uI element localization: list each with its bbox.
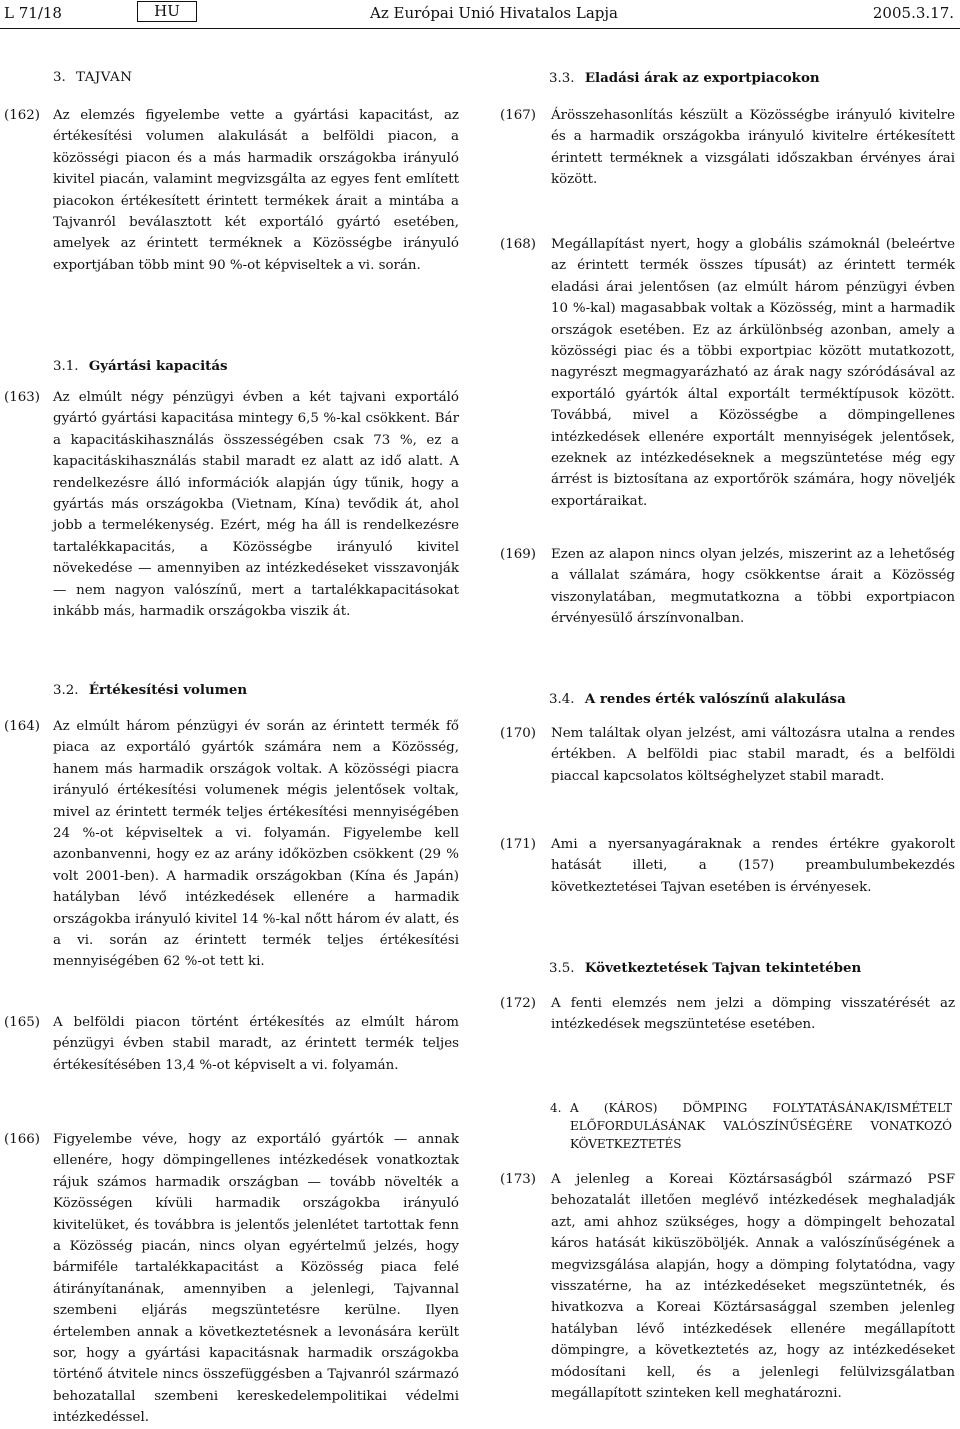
paragraph-167 — [500, 105, 955, 195]
paragraph-166 — [4, 1129, 459, 1426]
paragraph-172 — [500, 993, 955, 1043]
section-title: A rendes érték valószínű alakulása — [584, 691, 846, 707]
paragraph-number: (166) — [4, 1132, 41, 1147]
paragraph-170 — [500, 723, 955, 793]
section-heading-4 — [550, 1099, 952, 1159]
paragraph-text: Árösszehasonlítás készült a Közösségbe irányuló kivitelre és a harmadik országokba irányuló kivitelre értékesített érintett terméknek a vizsgálati időszakban érvényes árai között. — [551, 108, 955, 188]
paragraph-text: Az elmúlt három pénzügyi év során az érintett termék fő piaca az exportáló gyártók számára nem a Közösség, hanem más harmadik országok voltak. A közösségi piacra irányuló értékesítési volumenek mégis jelentősek voltak, mivel az érintett termék teljes értékesítési mennyiségében 24 %-ot képviseltek a vi. folyamán. Figyelembe kell azonbanvenni, hogy ez az arány időközben csökkent (29 % volt 2001-ben). A harmadik országokban (Kína és Japán) hatályban lévő intézkedések ellenére a harmadik országokba irányuló kivitel 14 %-kal nőtt három év alatt, és a vi. során az érintett termék teljes értékesítési mennyiségében 62 %-ot tett ki. — [53, 719, 459, 970]
paragraph-number: (162) — [4, 108, 41, 123]
section-title: Értékesítési volumen — [88, 682, 248, 698]
paragraph-text: A fenti elemzés nem jelzi a dömping visszatérését az intézkedések megszüntetése esetében. — [551, 996, 955, 1033]
section-number: 3.5. — [549, 961, 575, 976]
paragraph-171 — [500, 834, 955, 904]
section-number: 3.2. — [53, 683, 79, 698]
paragraph-number: (163) — [4, 390, 41, 405]
paragraph-text: A belföldi piacon történt értékesítés az elmúlt három pénzügyi évben stabil maradt, az érintett termék teljes értékesítésében 13,4 %-ot képviselt a vi. folyamán. — [53, 1015, 459, 1073]
paragraph-number: (164) — [4, 719, 41, 734]
paragraph-text: Figyelembe véve, hogy az exportáló gyártók — annak ellenére, hogy dömpingellenes intézkedések vonatkoztak rájuk számos harmadik országban — tovább növelték a Közösségen kívüli harmadik országokba irányuló kivitelüket, és továbbra is jelentős jelenlétet tartottak fenn a Közösség piacán, nincs olyan egyértelmű jelzés, hogy bármiféle tartalékkapacitást a Közösség piaca felé átirányítanának, amennyiben a jelenlegi, Tajvannal szembeni eljárás megszüntetésre kerülne. Ilyen értelemben annak a következtetésnek a levonására került sor, hogy a gyártási kapacitásnak harmadik országokba történő átvitele nincs összefüggésben a Tajvanról származó behozatallal szembeni kereskedelempolitikai védelmi intézkedéssel. — [53, 1132, 459, 1426]
paragraph-number: (173) — [500, 1172, 537, 1187]
paragraph-165 — [4, 1012, 459, 1082]
section-title: TAJVAN — [76, 70, 133, 85]
paragraph-number: (165) — [4, 1015, 41, 1030]
section-heading-3-2 — [53, 680, 247, 701]
section-number: 4. — [550, 1101, 562, 1115]
paragraph-text: Az elemzés figyelembe vette a gyártási kapacitást, az értékesítési volumen alakulását a belföldi piacon, a közösségi piacon és a más harmadik országokba irányuló kivitel piacán, valamint megvizsgálta az egyes fent említett piacokon értékesített érintett termékek árait a mintába a Tajvanról beválasztott két exportáló gyártó esetében, amelyek az érintett terméknek a Közösségbe irányuló exportjában több mint 90 %-ot képviseltek a vi. során. — [53, 108, 459, 273]
paragraph-163 — [4, 387, 459, 620]
section-heading-3-3 — [549, 68, 820, 89]
paragraph-number: (169) — [500, 547, 537, 562]
paragraph-164 — [4, 716, 459, 970]
section-title: A (KÁROS) DÖMPING FOLYTATÁSÁNAK/ISMÉTELT ELŐFORDULÁSÁNAK VALÓSZÍNŰSÉGÉRE VONATKOZÓ KÖVETKEZTETÉS — [570, 1101, 952, 1151]
section-title: Következtetések Tajvan tekintetében — [584, 960, 862, 976]
paragraph-text: Az elmúlt négy pénzügyi évben a két tajvani exportáló gyártó gyártási kapacitása mintegy 6,5 %-kal csökkent. Bár a kapacitáskihasználás összességében csak 73 %, ez a kapacitáskihasználás stabil maradt ez alatt az idő alatt. A rendelkezésre álló információk alapján úgy tűnik, hogy a gyártás más országokba (Vietnam, Kína) tevődik át, ahol jobb a termelékenység. Ezért, még ha áll is rendelkezésre tartalékkapacitás, a Közösségbe irányuló kivitel növekedése — amennyiben az intézkedéseket visszavonják — nem nagyon valószínű, mert a tartalékkapacitásokat inkább más, harmadik országokba viszik át. — [53, 390, 459, 620]
section-number: 3.3. — [549, 71, 575, 86]
paragraph-169 — [500, 544, 955, 634]
journal-title: Az Európai Unió Hivatalos Lapja — [370, 4, 618, 22]
section-title: Eladási árak az exportpiacokon — [584, 70, 820, 86]
section-heading-3-5 — [549, 958, 861, 979]
paragraph-text: Ezen az alapon nincs olyan jelzés, miszerint az a lehetőség a vállalat számára, hogy csökkentse árait a Közösség viszonylatában, megmutatkozna a többi exportpiacon érvényesülő árszínvonalban. — [551, 547, 955, 627]
paragraph-173 — [500, 1169, 955, 1402]
section-number: 3. — [53, 70, 66, 85]
section-number: 3.4. — [549, 692, 575, 707]
publication-date: 2005.3.17. — [872, 4, 954, 22]
paragraph-number: (172) — [500, 996, 537, 1011]
paragraph-162 — [4, 105, 459, 280]
paragraph-text: A jelenleg a Koreai Köztársaságból származó PSF behozatalát illetően meglévő intézkedések meghaladják azt, ami ahhoz szükséges, hogy a dömpingelt behozatal káros hatását kiküszöböljék. Annak a valószínűségének a megvizsgálása alapján, hogy a dömping folytatódna, vagy visszatérne, ha az intézkedéseket megszüntetnék, és hivatkozva a Koreai Köztársasággal szemben jelenleg hatályban lévő intézkedések ellenére megállapított dömpingre, a következtetés az, hogy az intézkedéseket módosítani kell, és a jelenlegi felülvizsgálatban megállapított szinteken kell meghatározni. — [551, 1172, 955, 1402]
section-heading-3 — [53, 68, 132, 88]
page-header — [0, 0, 960, 30]
section-title: Gyártási kapacitás — [88, 358, 228, 374]
header-rule — [0, 28, 960, 29]
paragraph-number: (167) — [500, 108, 537, 123]
paragraph-text: Nem találtak olyan jelzést, ami változásra utalna a rendes értékben. A belföldi piac stabil maradt, és a belföldi piaccal kapcsolatos költséghelyzet stabil maradt. — [551, 726, 955, 784]
paragraph-number: (171) — [500, 837, 537, 852]
paragraph-number: (168) — [500, 237, 537, 252]
paragraph-text: Megállapítást nyert, hogy a globális számoknál (beleértve az érintett termék összes típusát) az érintett termék eladási árai jelentősen (az elmúlt három pénzügyi évben 10 %-kal) magasabbak voltak a Közösség, mint a harmadik országok esetében. Ez az árkülönbség azonban, amely a közösségi piac és a többi exportpiac között mutatkozott, nagyrészt megmagyarázható az árak nagy szóródásával az exportáló gyártók által exportált terméktípusok között. Továbbá, mivel a Közösségbe a dömpingellenes intézkedések ellenére exportált mennyiségek jelentősek, ezeknek az intézkedéseknek a megszüntetése még egy árrést is biztosítana az exportőrök számára, hogy növeljék exportáraikat. — [551, 237, 955, 509]
language-code: HU — [137, 1, 197, 22]
page-reference: L 71/18 — [4, 4, 62, 22]
section-number: 3.1. — [53, 359, 79, 374]
paragraph-number: (170) — [500, 726, 537, 741]
section-heading-3-1 — [53, 356, 228, 377]
paragraph-text: Ami a nyersanyagáraknak a rendes értékre gyakorolt hatását illeti, a (157) preambulumbekezdés következtetései Tajvan esetében is érvényesek. — [551, 837, 955, 895]
section-heading-3-4 — [549, 689, 846, 710]
paragraph-168 — [500, 234, 955, 509]
